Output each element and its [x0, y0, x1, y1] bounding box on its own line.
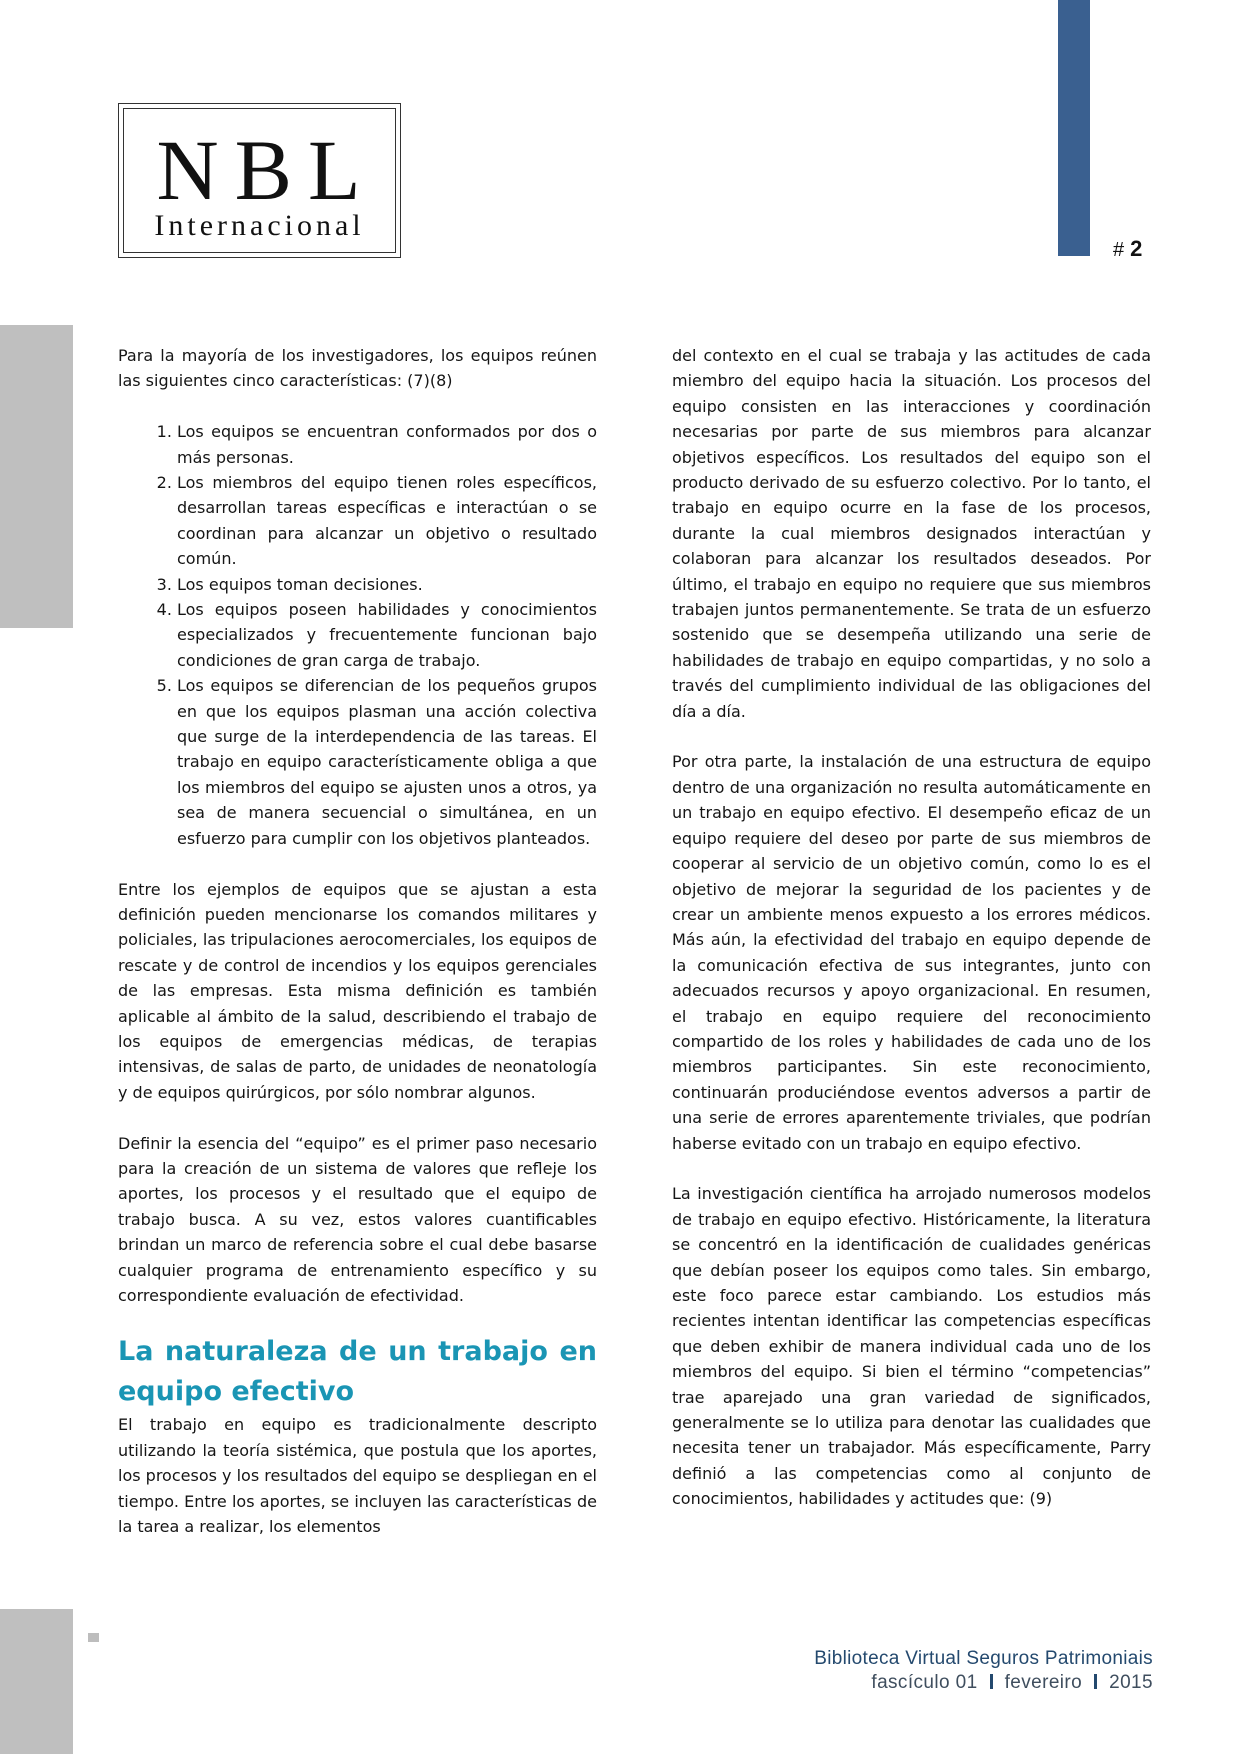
list-item: 3. Los equipos toman decisiones. [177, 572, 597, 597]
footer-title: Biblioteca Virtual Seguros Patrimoniais [814, 1648, 1153, 1669]
footer-issue: fascículo 01 [871, 1672, 978, 1693]
footer [814, 1648, 1153, 1694]
right-column [672, 343, 1151, 1512]
logo-title: NBL [156, 122, 377, 218]
list-item: 2. Los miembros del equipo tienen roles específicos, desarrollan tareas específicas e interactúan o se coordinan para alcanzar un objetivo o resultado común. [177, 470, 597, 572]
page-number [1113, 236, 1142, 262]
left-column [118, 343, 597, 1539]
bullet-square-icon [88, 1633, 99, 1642]
page-number-hash: # [1113, 239, 1125, 261]
research-paragraph: La investigación científica ha arrojado numerosos modelos de trabajo en equipo efectivo. Históricamente, la literatura se concentró en la identificación de cualidades genéricas que debían poseer los equipos como tales. Sin embargo, este foco parece estar cambiando. Los estudios más recientes intentan identificar las competencias específicas que deben exhibir de manera individual cada uno de los miembros del equipo. Si bien el término “competencias” trae aparejado una gran variedad de significados, generalmente se lo utiliza para denotar las cualidades que necesita tener un trabajador. Más específicamente, Parry definió a las competencias como al conjunto de conocimientos, habilidades y actitudes que: (9) [672, 1184, 1151, 1509]
header-accent-bar [1058, 0, 1090, 256]
context-paragraph: del contexto en el cual se trabaja y las actitudes de cada miembro del equipo hacia la situación. Los procesos del equipo consisten en las interacciones y coordinación necesarias por parte de sus miembros para alcanzar objetivos específicos. Los resultados del equipo son el producto derivado de su esfuerzo colectivo. Por lo tanto, el trabajo en equipo ocurre en la fase de los procesos, durante la cual miembros designados interactúan y colaboran para alcanzar los resultados deseados. Por último, el trabajo en equipo no requiere que sus miembros trabajen juntos permanentemente. Se trata de un esfuerzo sostenido que se desempeña utilizando una serie de habilidades de trabajo en equipo compartidas, y no solo a través del cumplimiento individual de las obligaciones del día a día. [672, 346, 1151, 721]
footer-year: 2015 [1109, 1672, 1153, 1693]
systemic-paragraph: El trabajo en equipo es tradicionalmente descripto utilizando la teoría sistémica, que postula que los aportes, los procesos y los resultados del equipo se despliegan en el tiempo. Entre los aportes, se incluyen las características de la tarea a realizar, los elementos [118, 1415, 597, 1537]
nbl-logo [118, 103, 401, 258]
footer-separator [990, 1674, 993, 1689]
footer-month: fevereiro [1004, 1672, 1083, 1693]
side-decoration-top [0, 325, 73, 628]
list-item: 4. Los equipos poseen habilidades y conocimientos especializados y frecuentemente funcionan bajo condiciones de gran carga de trabajo. [177, 597, 597, 673]
logo-frame [123, 108, 396, 253]
footer-issue-line [814, 1672, 1153, 1694]
list-item: 5. Los equipos se diferencian de los pequeños grupos en que los equipos plasman una acción colectiva que surge de la interdependencia de las tareas. El trabajo en equipo característicamente obliga a que los miembros del equipo se ajusten unos a otros, ya sea de manera secuencial o simultánea, en un esfuerzo para cumplir con los objetivos planteados. [177, 673, 597, 851]
define-paragraph: Definir la esencia del “equipo” es el primer paso necesario para la creación de un sistema de valores que refleje los aportes, los procesos y el resultado que el equipo de trabajo busca. A su vez, estos valores cuantificables brindan un marco de referencia sobre el cual debe basarse cualquier programa de entrenamiento específico y su correspondiente evaluación de efectividad. [118, 1133, 597, 1305]
page-number-value: 2 [1130, 236, 1143, 261]
characteristics-list [118, 419, 597, 851]
examples-paragraph: Entre los ejemplos de equipos que se ajustan a esta definición pueden mencionarse los comandos militares y policiales, las tripulaciones aerocomerciales, los equipos de rescate y de control de incendios y los equipos gerenciales de las empresas. Esta misma definición es también aplicable al ámbito de la salud, describiendo el trabajo de los equipos de emergencias médicas, de terapias intensivas, de salas de parto, de unidades de neonatología y de equipos quirúrgicos, por sólo nombrar algunos. [118, 879, 597, 1102]
logo-subtitle: Internacional [154, 209, 365, 242]
structure-paragraph: Por otra parte, la instalación de una estructura de equipo dentro de una organización no resulta automáticamente en un trabajo en equipo efectivo. El desempeño eficaz de un equipo requiere del deseo por parte de sus miembros de cooperar al servicio de un objetivo común, como lo es el objetivo de mejorar la seguridad de los pacientes y de crear un ambiente menos expuesto a los errores médicos. Más aún, la efectividad del trabajo en equipo depende de la comunicación efectiva de sus integrantes, junto con adecuados recursos y apoyo organizacional. En resumen, el trabajo en equipo requiere del reconocimiento compartido de los roles y habilidades de cada uno de los miembros participantes. Sin este reconocimiento, continuarán produciéndose eventos adversos a partir de una serie de errores aparentemente triviales, que podrían haberse evitado con un trabajo en equipo efectivo. [672, 752, 1151, 1153]
footer-separator [1094, 1674, 1097, 1689]
section-heading: La naturaleza de un trabajo en equipo efectivo [118, 1336, 597, 1408]
side-decoration-bottom [0, 1609, 73, 1754]
list-item: 1. Los equipos se encuentran conformados por dos o más personas. [177, 419, 597, 470]
intro-paragraph: Para la mayoría de los investigadores, los equipos reúnen las siguientes cinco características: (7)(8) [118, 346, 597, 391]
